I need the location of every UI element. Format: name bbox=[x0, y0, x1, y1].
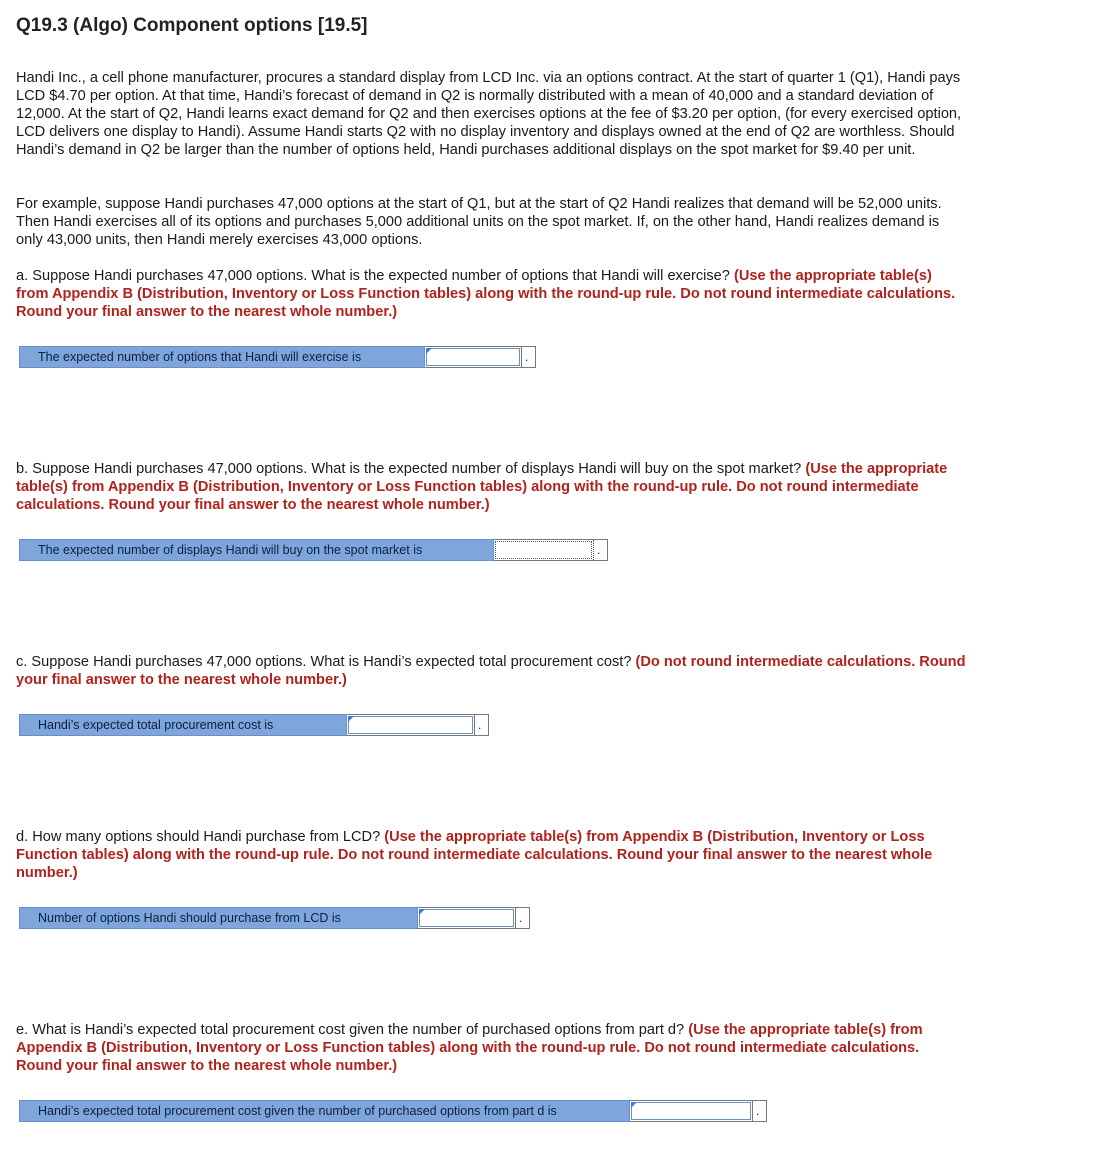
question-e bbox=[16, 1021, 966, 1075]
question-c bbox=[16, 653, 966, 689]
answer-d-field bbox=[418, 907, 530, 929]
answer-a-input[interactable] bbox=[426, 348, 520, 366]
answer-a-label: The expected number of options that Handi will exercise is bbox=[19, 346, 425, 368]
question-a-instruction: (Use the appropriate table(s) from Appendix B (Distribution, Inventory or Loss Function tables) along with the round-up rule. Do not round intermediate calculations. Round your final answer to the nearest whole number.) bbox=[16, 268, 956, 320]
answer-c-field bbox=[347, 714, 489, 736]
question-b-text: b. Suppose Handi purchases 47,000 options. What is the expected number of displays Handi will buy on the spot market? bbox=[16, 461, 806, 477]
question-e-instruction: (Use the appropriate table(s) from Appendix B (Distribution, Inventory or Loss Function tables) along with the round-up rule. Do not round intermediate calculations. Round your final answer to the nearest whole number.) bbox=[16, 1022, 923, 1074]
question-a bbox=[16, 267, 966, 321]
answer-c-label: Handi’s expected total procurement cost is bbox=[19, 714, 347, 736]
question-d-instruction: (Use the appropriate table(s) from Appendix B (Distribution, Inventory or Loss Function tables) along with the round-up rule. Do not round intermediate calculations. Round your final answer to the nearest whole number.) bbox=[16, 829, 933, 881]
answer-row-e bbox=[19, 1100, 767, 1122]
answer-e-suffix: . bbox=[752, 1101, 766, 1121]
answer-d-label: Number of options Handi should purchase from LCD is bbox=[19, 907, 418, 929]
answer-d-suffix: . bbox=[515, 908, 529, 928]
answer-row-d bbox=[19, 907, 530, 929]
question-b bbox=[16, 460, 966, 514]
answer-row-a bbox=[19, 346, 536, 368]
flag-icon bbox=[348, 716, 354, 722]
answer-b-suffix: . bbox=[593, 540, 607, 560]
flag-icon bbox=[631, 1102, 637, 1108]
answer-e-label: Handi’s expected total procurement cost given the number of purchased options from part d is bbox=[19, 1100, 630, 1122]
question-b-instruction: (Use the appropriate table(s) from Appendix B (Distribution, Inventory or Loss Function tables) along with the round-up rule. Do not round intermediate calculations. Round your final answer to the nearest whole number.) bbox=[16, 461, 948, 513]
question-title: Q19.3 (Algo) Component options [19.5] bbox=[16, 15, 368, 36]
answer-d-input[interactable] bbox=[419, 909, 514, 927]
question-d-text: d. How many options should Handi purchase from LCD? bbox=[16, 829, 385, 845]
answer-e-field bbox=[630, 1100, 767, 1122]
flag-icon bbox=[426, 348, 432, 354]
question-c-instruction: (Do not round intermediate calculations. Round your final answer to the nearest whole number.) bbox=[16, 654, 966, 688]
question-a-text: a. Suppose Handi purchases 47,000 options. What is the expected number of options that Handi will exercise? bbox=[16, 268, 734, 284]
intro-paragraph: Handi Inc., a cell phone manufacturer, procures a standard display from LCD Inc. via an options contract. At the start of quarter 1 (Q1), Handi pays LCD $4.70 per option. At that time, Handi’s forecast of demand in Q2 is normally distributed with a mean of 40,000 and a standard deviation of 12,000. At the start of Q2, Handi learns exact demand for Q2 and then exercises options at the fee of $3.20 per option, (for every exercised option, LCD delivers one display to Handi). Assume Handi starts Q2 with no display inventory and displays owned at the end of Q2 are worthless. Should Handi’s demand in Q2 be larger than the number of options held, Handi purchases additional displays on the spot market for $9.40 per unit. bbox=[16, 70, 962, 158]
answer-row-b bbox=[19, 539, 608, 561]
answer-b-field bbox=[494, 539, 608, 561]
answer-row-c bbox=[19, 714, 489, 736]
answer-b-label: The expected number of displays Handi will buy on the spot market is bbox=[19, 539, 494, 561]
example-paragraph: For example, suppose Handi purchases 47,000 options at the start of Q1, but at the start of Q2 Handi realizes that demand will be 52,000 units. Then Handi exercises all of its options and purchases 5,000 additional units on the spot market. If, on the other hand, Handi realizes demand is only 43,000 units, then Handi merely exercises 43,000 options. bbox=[16, 196, 942, 248]
question-c-text: c. Suppose Handi purchases 47,000 options. What is Handi’s expected total procurement cost? bbox=[16, 654, 636, 670]
flag-icon bbox=[419, 909, 425, 915]
answer-e-input[interactable] bbox=[631, 1102, 751, 1120]
answer-c-input[interactable] bbox=[348, 716, 473, 734]
answer-a-suffix: . bbox=[521, 347, 535, 367]
question-d bbox=[16, 828, 966, 882]
answer-c-suffix: . bbox=[474, 715, 488, 735]
answer-b-input[interactable] bbox=[495, 541, 592, 559]
answer-a-field bbox=[425, 346, 536, 368]
question-e-text: e. What is Handi’s expected total procurement cost given the number of purchased options from part d? bbox=[16, 1022, 689, 1038]
